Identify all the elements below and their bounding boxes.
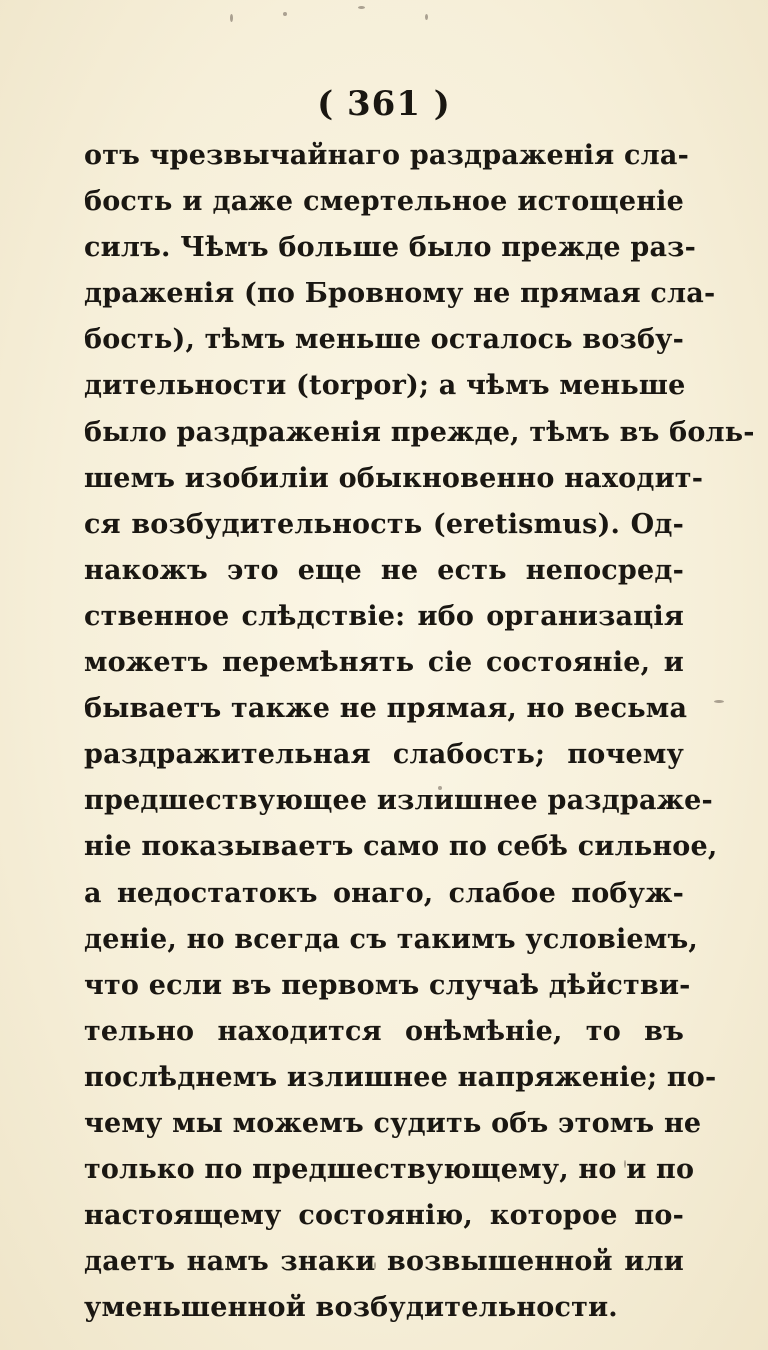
ink-speck (283, 12, 287, 16)
text-line: ственное слѣдствіе: ибо организація (84, 600, 684, 632)
text-line: уменьшенной возбудительности. (84, 1292, 618, 1324)
text-line: послѣднемъ излишнее напряженіе; по- (84, 1061, 717, 1093)
text-line: драженія (по Бровному не прямая сла- (84, 278, 716, 310)
text-line: шемъ изобиліи обыкновенно находит- (84, 462, 704, 494)
text-line: силъ. Чѣмъ больше было прежде раз- (84, 232, 696, 264)
text-line: чему мы можемъ судить объ этомъ не (84, 1107, 702, 1139)
text-line: предшествующее излишнее раздраже- (84, 785, 713, 817)
text-line: ся возбудительность (eretismus). Од- (84, 508, 684, 540)
text-line: настоящему состоянію, которое по- (84, 1200, 684, 1232)
body-text (84, 133, 755, 1331)
text-line: а недостатокъ онаго, слабое побуж- (84, 877, 684, 909)
text-line: только по предшествующему, но и по (84, 1154, 695, 1186)
text-line: что если въ первомъ случаѣ дѣйстви- (84, 969, 691, 1001)
text-line: даетъ намъ знаки возвышенной или (84, 1246, 684, 1278)
text-line: отъ чрезвычайнаго раздраженія сла- (84, 140, 689, 171)
text-line: бость и даже смертельное истощеніе (84, 186, 684, 218)
text-line: ніе показываетъ само по себѣ сильное, (84, 831, 718, 863)
text-line: накожъ это еще не есть непосред- (84, 554, 684, 586)
text-line: дительности (torpor); а чѣмъ меньше (84, 370, 686, 402)
text-line: было раздраженія прежде, тѣмъ въ боль- (84, 416, 755, 448)
text-line: тельно находится онѣмѣніе, то въ (84, 1015, 684, 1047)
text-line: раздражительная слабость; почему (84, 739, 684, 771)
ink-speck (358, 6, 365, 9)
ink-speck (714, 700, 724, 703)
text-line: бость), тѣмъ меньше осталось возбу- (84, 324, 685, 356)
page-number: ( 361 ) (317, 84, 451, 124)
text-line: бываетъ также не прямая, но весьма (84, 693, 688, 725)
ink-speck (425, 14, 428, 20)
text-line: можетъ перемѣнять сіе состояніе, и (84, 647, 684, 679)
ink-speck (230, 14, 233, 22)
text-line: деніе, но всегда съ такимъ условіемъ, (84, 923, 698, 955)
